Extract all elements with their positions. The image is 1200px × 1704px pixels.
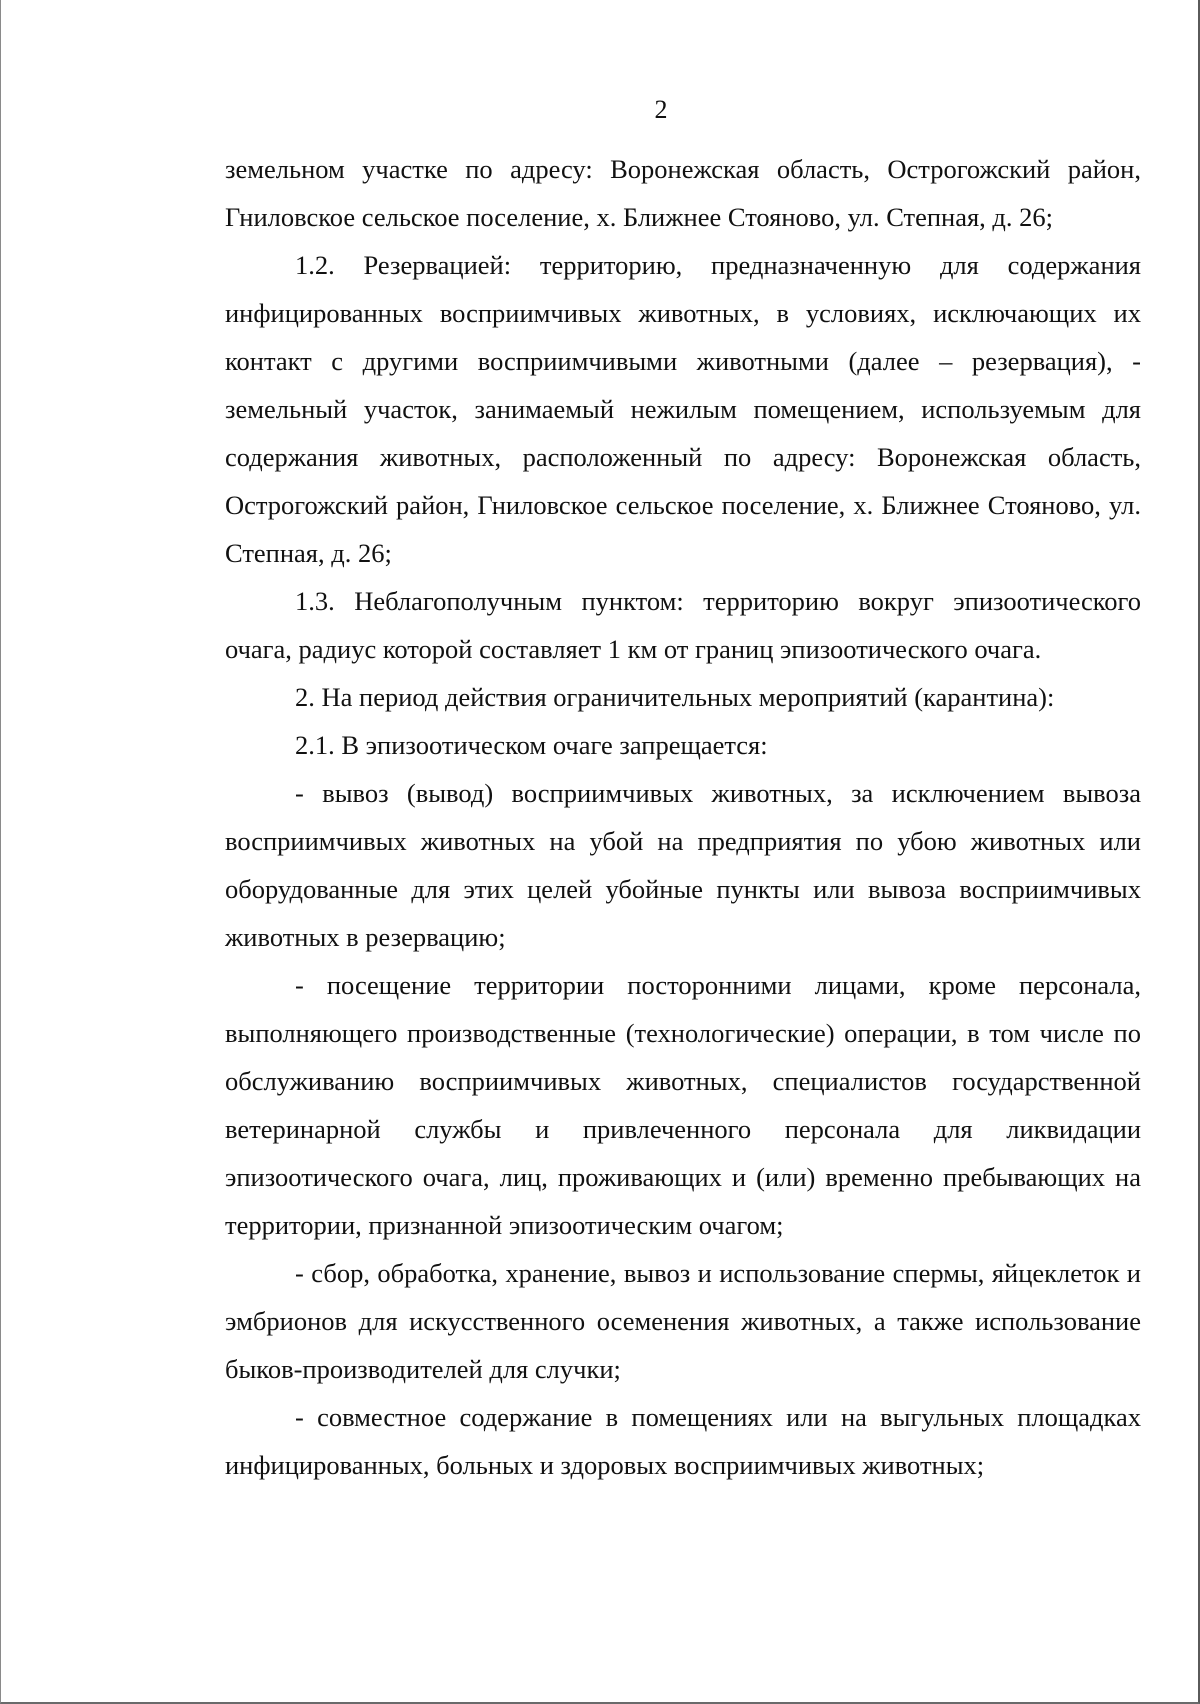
- paragraph-address-continuation: земельном участке по адресу: Воронежская область, Острогожский район, Гниловское сельское поселение, х. Ближнее Стояново, ул. Степная, д. 26;: [225, 154, 1141, 232]
- paragraph-reservation: 1.2. Резервацией: территорию, предназначенную для содержания инфицированных восприимчивых животных, в условиях, исключающих их контакт с другими восприимчивыми животными (далее – резервация), - земельный участок, занимаемый нежилым помещением, используемым для содержания животных, расположенный по адресу: Воронежская область, Острогожский район, Гниловское сельское поселение, х. Ближнее Стояново, ул. Степная, д. 26;: [225, 250, 1141, 568]
- list-item-animal-removal: - вывоз (вывод) восприимчивых животных, за исключением вывоза восприимчивых животных на убой на предприятия по убою животных или оборудованные для этих целей убойные пункты или вывоза восприимчивых животных в резервацию;: [225, 778, 1141, 952]
- list-item-visitors: - посещение территории посторонними лицами, кроме персонала, выполняющего производственные (технологические) операции, в том числе по обслуживанию восприимчивых животных, специалистов государственной ветеринарной службы и привлеченного персонала для ликвидации эпизоотического очага, лиц, проживающих и (или) временно пребывающих на территории, признанной эпизоотическим очагом;: [225, 970, 1141, 1240]
- paragraph-prohibited-heading: 2.1. В эпизоотическом очаге запрещается:: [295, 730, 768, 760]
- list-item-joint-keeping: - совместное содержание в помещениях или на выгульных площадках инфицированных, больных и здоровых восприимчивых животных;: [225, 1402, 1141, 1480]
- paragraph-quarantine-period: 2. На период действия ограничительных мероприятий (карантина):: [295, 682, 1055, 712]
- paragraph-unfavorable-point: 1.3. Неблагополучным пунктом: территорию вокруг эпизоотического очага, радиус которой составляет 1 км от границ эпизоотического очага.: [225, 586, 1141, 664]
- document-body: [225, 145, 1141, 1489]
- list-item-breeding-material: - сбор, обработка, хранение, вывоз и использование спермы, яйцеклеток и эмбрионов для искусственного осеменения животных, а также использование быков-производителей для случки;: [225, 1258, 1141, 1384]
- page-number: 2: [654, 95, 668, 124]
